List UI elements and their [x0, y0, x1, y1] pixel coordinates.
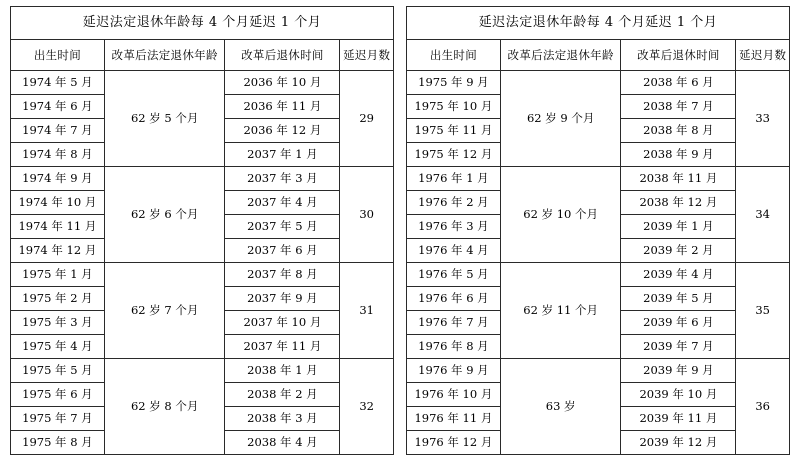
retirement-date-cell: 2039 年 2 月 [621, 239, 736, 263]
table-row [11, 167, 394, 191]
table-title: 延迟法定退休年龄每 4 个月延迟 1 个月 [11, 7, 394, 40]
birth-date-cell: 1976 年 2 月 [407, 191, 501, 215]
retirement-date-cell: 2037 年 5 月 [225, 215, 340, 239]
column-header: 延迟月数 [340, 40, 394, 71]
table-header-row [11, 40, 394, 71]
retirement-date-cell: 2039 年 12 月 [621, 431, 736, 455]
table-title: 延迟法定退休年龄每 4 个月延迟 1 个月 [407, 7, 790, 40]
birth-date-cell: 1974 年 6 月 [11, 95, 105, 119]
birth-date-cell: 1976 年 4 月 [407, 239, 501, 263]
column-header: 出生时间 [407, 40, 501, 71]
birth-date-cell: 1974 年 11 月 [11, 215, 105, 239]
column-header: 改革后退休时间 [225, 40, 340, 71]
retirement-date-cell: 2038 年 6 月 [621, 71, 736, 95]
retirement-date-cell: 2037 年 11 月 [225, 335, 340, 359]
retirement-date-cell: 2038 年 9 月 [621, 143, 736, 167]
retirement-date-cell: 2039 年 7 月 [621, 335, 736, 359]
retirement-schedule-table-left [10, 6, 400, 468]
retirement-date-cell: 2039 年 1 月 [621, 215, 736, 239]
retirement-date-cell: 2037 年 4 月 [225, 191, 340, 215]
statutory-retirement-age-cell: 62 岁 10 个月 [500, 167, 621, 263]
retirement-date-cell: 2036 年 10 月 [225, 71, 340, 95]
birth-date-cell: 1975 年 4 月 [11, 335, 105, 359]
retirement-date-cell: 2039 年 11 月 [621, 407, 736, 431]
retirement-date-cell: 2038 年 8 月 [621, 119, 736, 143]
retirement-date-cell: 2038 年 11 月 [621, 167, 736, 191]
schedule-table [406, 6, 790, 455]
birth-date-cell: 1976 年 12 月 [407, 431, 501, 455]
column-header: 出生时间 [11, 40, 105, 71]
birth-date-cell: 1975 年 1 月 [11, 263, 105, 287]
delay-months-cell: 31 [340, 263, 394, 359]
birth-date-cell: 1975 年 3 月 [11, 311, 105, 335]
column-header: 改革后法定退休年龄 [104, 40, 225, 71]
delay-months-cell: 34 [736, 167, 790, 263]
retirement-date-cell: 2039 年 6 月 [621, 311, 736, 335]
delay-months-cell: 32 [340, 359, 394, 455]
delay-months-cell: 36 [736, 359, 790, 455]
retirement-date-cell: 2039 年 5 月 [621, 287, 736, 311]
table-row [407, 359, 790, 383]
retirement-date-cell: 2036 年 12 月 [225, 119, 340, 143]
birth-date-cell: 1976 年 1 月 [407, 167, 501, 191]
birth-date-cell: 1975 年 8 月 [11, 431, 105, 455]
birth-date-cell: 1976 年 5 月 [407, 263, 501, 287]
table-body-left [11, 7, 394, 455]
retirement-date-cell: 2038 年 7 月 [621, 95, 736, 119]
retirement-date-cell: 2039 年 4 月 [621, 263, 736, 287]
birth-date-cell: 1976 年 6 月 [407, 287, 501, 311]
statutory-retirement-age-cell: 62 岁 6 个月 [104, 167, 225, 263]
retirement-date-cell: 2038 年 12 月 [621, 191, 736, 215]
statutory-retirement-age-cell: 62 岁 7 个月 [104, 263, 225, 359]
delay-months-cell: 33 [736, 71, 790, 167]
birth-date-cell: 1975 年 2 月 [11, 287, 105, 311]
table-row [11, 71, 394, 95]
table-body-right [407, 7, 790, 455]
birth-date-cell: 1976 年 10 月 [407, 383, 501, 407]
statutory-retirement-age-cell: 62 岁 11 个月 [500, 263, 621, 359]
birth-date-cell: 1975 年 6 月 [11, 383, 105, 407]
table-row [11, 359, 394, 383]
birth-date-cell: 1975 年 5 月 [11, 359, 105, 383]
birth-date-cell: 1976 年 7 月 [407, 311, 501, 335]
table-header-row [407, 40, 790, 71]
delay-months-cell: 30 [340, 167, 394, 263]
retirement-date-cell: 2037 年 8 月 [225, 263, 340, 287]
birth-date-cell: 1975 年 11 月 [407, 119, 501, 143]
statutory-retirement-age-cell: 62 岁 5 个月 [104, 71, 225, 167]
schedule-table [10, 6, 394, 455]
retirement-date-cell: 2037 年 1 月 [225, 143, 340, 167]
birth-date-cell: 1975 年 9 月 [407, 71, 501, 95]
birth-date-cell: 1974 年 9 月 [11, 167, 105, 191]
birth-date-cell: 1976 年 8 月 [407, 335, 501, 359]
retirement-date-cell: 2037 年 6 月 [225, 239, 340, 263]
table-title-row [11, 7, 394, 40]
retirement-date-cell: 2038 年 1 月 [225, 359, 340, 383]
retirement-date-cell: 2039 年 10 月 [621, 383, 736, 407]
statutory-retirement-age-cell: 62 岁 8 个月 [104, 359, 225, 455]
statutory-retirement-age-cell: 62 岁 9 个月 [500, 71, 621, 167]
table-title-row [407, 7, 790, 40]
birth-date-cell: 1974 年 8 月 [11, 143, 105, 167]
birth-date-cell: 1974 年 10 月 [11, 191, 105, 215]
retirement-schedule-table-right [400, 6, 790, 468]
retirement-date-cell: 2037 年 10 月 [225, 311, 340, 335]
delay-months-cell: 35 [736, 263, 790, 359]
birth-date-cell: 1975 年 12 月 [407, 143, 501, 167]
column-header: 改革后法定退休年龄 [500, 40, 621, 71]
retirement-date-cell: 2038 年 4 月 [225, 431, 340, 455]
table-row [407, 263, 790, 287]
retirement-date-cell: 2038 年 3 月 [225, 407, 340, 431]
column-header: 延迟月数 [736, 40, 790, 71]
table-row [407, 71, 790, 95]
delay-months-cell: 29 [340, 71, 394, 167]
birth-date-cell: 1976 年 11 月 [407, 407, 501, 431]
table-row [11, 263, 394, 287]
birth-date-cell: 1975 年 7 月 [11, 407, 105, 431]
retirement-date-cell: 2037 年 9 月 [225, 287, 340, 311]
retirement-date-cell: 2038 年 2 月 [225, 383, 340, 407]
retirement-date-cell: 2039 年 9 月 [621, 359, 736, 383]
birth-date-cell: 1976 年 3 月 [407, 215, 501, 239]
retirement-date-cell: 2037 年 3 月 [225, 167, 340, 191]
birth-date-cell: 1974 年 5 月 [11, 71, 105, 95]
table-row [407, 167, 790, 191]
column-header: 改革后退休时间 [621, 40, 736, 71]
birth-date-cell: 1974 年 12 月 [11, 239, 105, 263]
birth-date-cell: 1976 年 9 月 [407, 359, 501, 383]
statutory-retirement-age-cell: 63 岁 [500, 359, 621, 455]
birth-date-cell: 1974 年 7 月 [11, 119, 105, 143]
retirement-date-cell: 2036 年 11 月 [225, 95, 340, 119]
birth-date-cell: 1975 年 10 月 [407, 95, 501, 119]
